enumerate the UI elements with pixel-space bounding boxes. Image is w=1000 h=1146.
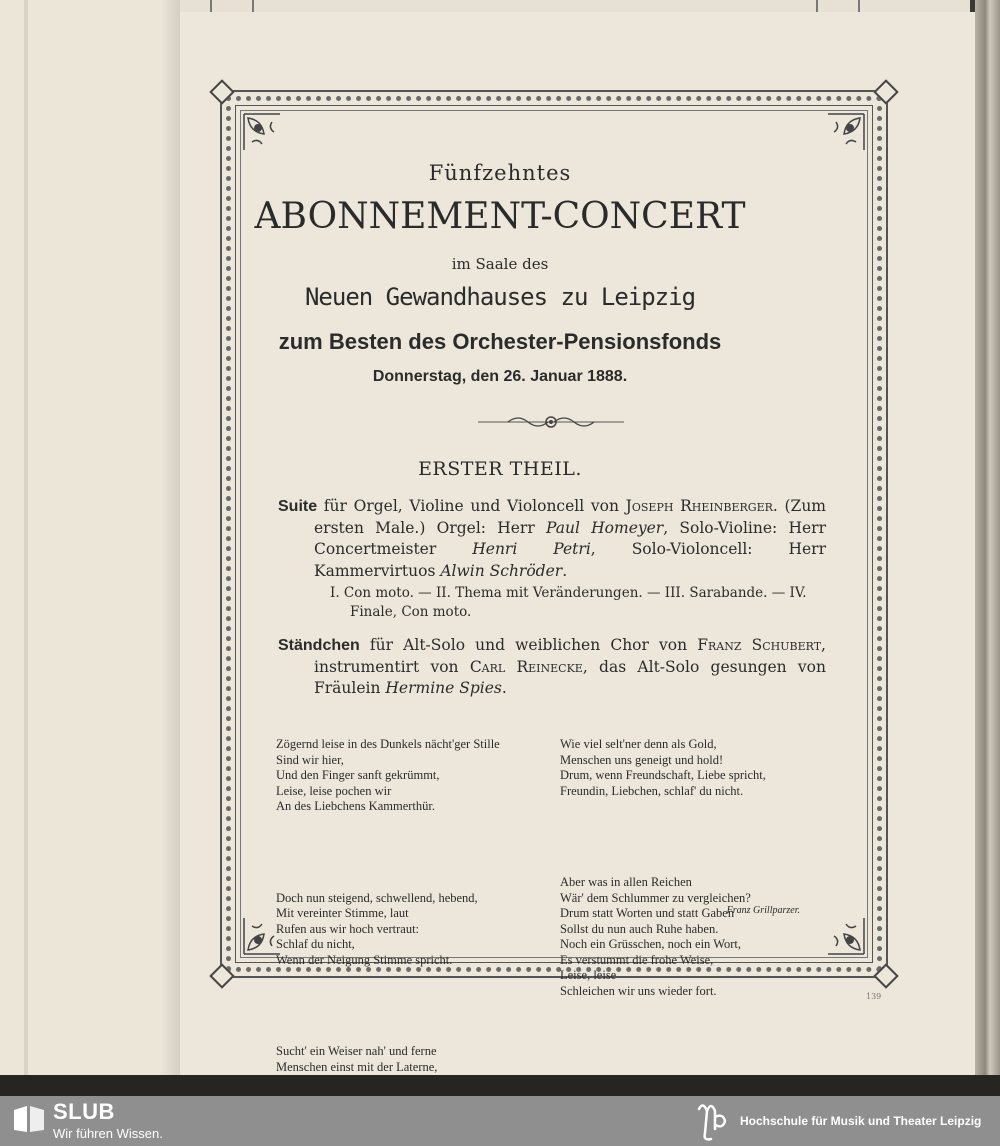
performer-name: Hermine Spies bbox=[385, 679, 502, 697]
piece-description: . bbox=[562, 561, 568, 580]
concert-date: Donnerstag, den 26. Januar 1888. bbox=[372, 368, 628, 385]
library-name[interactable]: SLUB bbox=[53, 1099, 115, 1124]
decorative-rule-icon bbox=[478, 412, 624, 432]
arranger-name: Carl Reinecke bbox=[469, 657, 583, 676]
piece-description: , Solo-Violoncell: Herr Kammervirtuos bbox=[314, 540, 827, 580]
hmt-logo-icon[interactable] bbox=[693, 1099, 731, 1143]
poem-left-column bbox=[276, 706, 556, 1096]
piece-title: Ständchen bbox=[278, 637, 360, 654]
performer-name: Paul Homeyer bbox=[546, 518, 664, 537]
composer-name: Joseph Rheinberger bbox=[625, 497, 773, 515]
viewer-footer bbox=[0, 1096, 1000, 1146]
piece-description: für Alt-Solo und weiblichen Chor von bbox=[359, 636, 698, 654]
performer-name: Henri Petri bbox=[472, 540, 591, 558]
slub-book-icon[interactable] bbox=[12, 1104, 46, 1134]
piece-description: . bbox=[501, 679, 507, 697]
piece-description: , Solo-Violine: Herr Concertmeister bbox=[314, 518, 826, 558]
poem-author: Franz Grillparzer. bbox=[726, 905, 800, 916]
poem-stanza: Wie viel selt'ner denn als Gold, Menschen uns geneigt und hold! Drum, wenn Freundschaft, Liebe spricht, Freundin, Liebchen, schlaf' du nicht. bbox=[560, 737, 766, 798]
corner-flourish-icon bbox=[826, 916, 866, 956]
library-slogan: Wir führen Wissen. bbox=[53, 1126, 163, 1141]
concert-title: ABONNEMENT-CONCERT bbox=[254, 196, 746, 237]
poem-stanza: Aber was in allen Reichen Wär' dem Schlummer zu vergleichen? Drum statt Worten und statt Gaben Sollst du nun auch Ruhe haben. Noch ein Grüsschen, noch ein Wort, Es verstummt die frohe Weise, Leise, leise Schleichen wir uns wieder fort. bbox=[560, 875, 751, 998]
piece-title: Suite bbox=[278, 498, 318, 515]
page-number: 139 bbox=[866, 992, 882, 1001]
corner-flourish-icon bbox=[826, 112, 866, 152]
concert-ordinal: Fünfzehntes bbox=[428, 161, 572, 185]
composer-name: Franz Schubert bbox=[697, 636, 822, 654]
piece-description: . (Zum ersten Male.) Orgel: Herr bbox=[314, 497, 827, 537]
piece-description: , instrumentirt von bbox=[314, 636, 826, 676]
venue-prefix: im Saale des bbox=[451, 255, 549, 273]
performer-name: Alwin Schröder bbox=[440, 561, 563, 580]
poem-stanza: Zögernd leise in des Dunkels nächt'ger Stille Sind wir hier, Und den Finger sanft gekrümmt, Leise, leise pochen wir An des Liebchens Kammerthür. bbox=[276, 737, 500, 813]
program-item-suite bbox=[278, 496, 826, 582]
venue-name: Neuen Gewandhauses zu Leipzig bbox=[304, 283, 696, 311]
poem-right-column bbox=[560, 706, 830, 1030]
benefit-line: zum Besten des Orchester-Pensionsfonds bbox=[278, 329, 722, 354]
corner-flourish-icon bbox=[242, 112, 282, 152]
piece-description: , das Alt-Solo gesungen von Fräulein bbox=[314, 657, 826, 697]
partner-institution[interactable]: Hochschule für Musik und Theater Leipzig bbox=[740, 1114, 982, 1128]
movement-list: I. Con moto. — II. Thema mit Veränderungen. — III. Sarabande. — IV. Finale, Con moto. bbox=[330, 585, 807, 620]
poem-stanza: Sucht' ein Weiser nah' und ferne Menschen einst mit der Laterne, bbox=[276, 1044, 438, 1074]
program-item-staendchen bbox=[278, 635, 826, 700]
piece-description: für Orgel, Violine und Violoncell von bbox=[317, 497, 626, 515]
poem-stanza: Doch nun steigend, schwellend, hebend, Mit vereinter Stimme, laut Rufen aus wir hoch vertraut: Schlaf du nicht, Wenn der Neigung Stimme spricht. bbox=[276, 890, 478, 967]
part-heading: ERSTER THEIL. bbox=[418, 458, 582, 480]
